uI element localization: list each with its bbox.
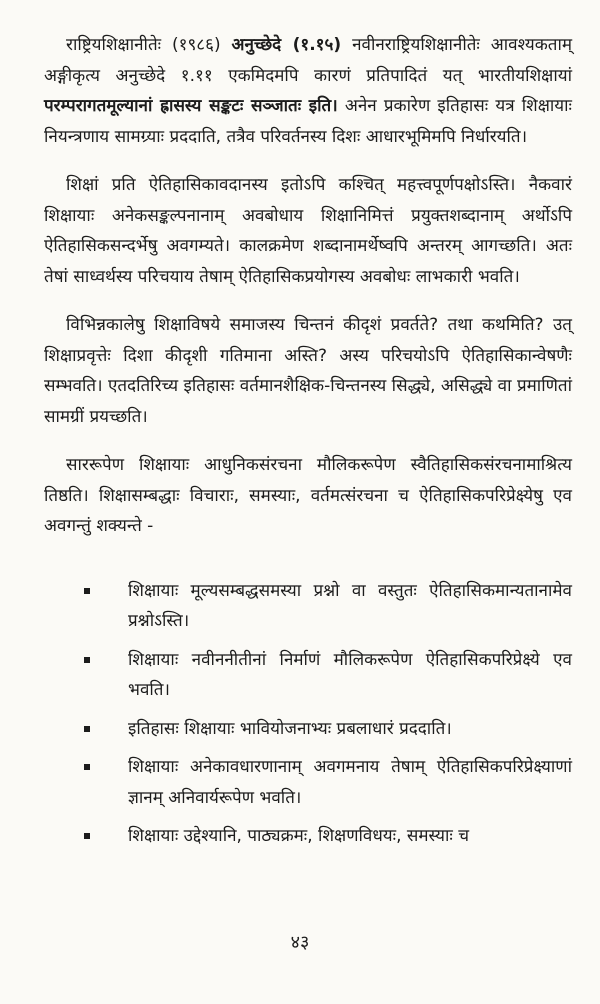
text-segment: शिक्षां प्रति ऐतिहासिकावदानस्य इतोऽपि कश्चित् महत्त्वपूर्णपक्षोऽस्ति। नैकवारं शिक्षायाः अनेकसङ्कल्पनानाम् अवबोधाय शिक्षानिमित्तं प्रयुक्तशब्दानाम् अर्थोऽपि ऐतिहासिकसन्दर्भेषु अवगम्यते। कालक्रमेण शब्दानामर्थेष्वपि अन्तरम् आगच्छति। अतः तेषां साध्वर्थस्य परिचयाय तेषाम् ऐतिहासिकप्रयोगस्य अवबोधः लाभकारी भवति। bbox=[44, 175, 572, 287]
bullet-item bbox=[84, 752, 572, 813]
page-number: ४३ bbox=[290, 932, 310, 953]
bullet-list bbox=[44, 576, 572, 852]
body-text bbox=[44, 30, 572, 542]
bullet-text: शिक्षायाः नवीननीतीनां निर्माणं मौलिकरूपेण ऐतिहासिकपरिप्रेक्ष्ये एव भवति। bbox=[128, 649, 572, 700]
bullet-item bbox=[84, 645, 572, 706]
bold-text-segment: परम्परागतमूल्यानां ह्रासस्य सङ्कटः सञ्जातः इति। bbox=[44, 96, 338, 116]
bullet-text: शिक्षायाः मूल्यसम्बद्धसमस्या प्रश्नो वा वस्तुतः ऐतिहासिकमान्यतानामेव प्रश्नोऽस्ति। bbox=[128, 580, 572, 631]
paragraph bbox=[44, 450, 572, 542]
bold-text-segment: अनुच्छेदे (१.१५) bbox=[231, 35, 342, 55]
text-segment: राष्ट्रियशिक्षानीतेः (१९८६) bbox=[66, 35, 232, 55]
bullet-square-icon bbox=[84, 588, 90, 594]
paragraph bbox=[44, 30, 572, 152]
bullet-square-icon bbox=[84, 726, 90, 732]
bullet-text: शिक्षायाः अनेकावधारणानाम् अवगमनाय तेषाम् ऐतिहासिकपरिप्रेक्ष्याणां ज्ञानम् अनिवार्यरूपेण भवति। bbox=[128, 757, 572, 808]
bullet-square-icon bbox=[84, 833, 90, 839]
bullet-item bbox=[84, 714, 572, 745]
bullet-text: इतिहासः शिक्षायाः भावियोजनाभ्यः प्रबलाधारं प्रददाति। bbox=[128, 718, 452, 739]
paragraph bbox=[44, 170, 572, 292]
text-segment: नवीनराष्ट्रियशिक्षानीतेः आवश्यकताम् अङ्गीकृत्य अनुच्छेदे १.११ एकमिदमपि कारणं प्रतिपादितं यत् भारतीयशिक्षायां bbox=[44, 35, 573, 86]
bullet-text: शिक्षायाः उद्देश्यानि, पाठ्यक्रमः, शिक्षणविधयः, समस्याः च bbox=[128, 826, 470, 846]
bullet-item bbox=[84, 821, 572, 852]
text-segment: साररूपेण शिक्षायाः आधुनिकसंरचना मौलिकरूपेण स्वैतिहासिकसंरचनामाश्रित्य तिष्ठति। शिक्षासम्बद्धाः विचाराः, समस्याः, वर्तमत्संरचना च ऐतिहासिकपरिप्रेक्ष्येषु एव अवगन्तुं शक्यन्ते - bbox=[44, 455, 572, 536]
bullet-square-icon bbox=[84, 764, 90, 770]
bullet-square-icon bbox=[84, 657, 90, 663]
text-segment: विभिन्नकालेषु शिक्षाविषये समाजस्य चिन्तनं कीदृशं प्रवर्तते? तथा कथमिति? उत् शिक्षाप्रवृत्तेः दिशा कीदृशी गतिमाना अस्ति? अस्य परिचयोऽपि ऐतिहासिकान्वेषणैः सम्भवति। एतदतिरिच्य इतिहासः वर्तमानशैक्षिक-चिन्तनस्य सिद्ध्ये, असिद्ध्ये वा प्रमाणितां सामग्रीं प्रयच्छति। bbox=[44, 315, 572, 427]
bullet-item bbox=[84, 576, 572, 637]
paragraph bbox=[44, 310, 572, 432]
text-segment: अनेन प्रकारेण इतिहासः यत्र शिक्षायाः नियन्त्रणाय सामग्र्याः प्रददाति, तत्रैव परिवर्तनस्य दिशः आधारभूमिमपि निर्धारयति। bbox=[44, 96, 572, 147]
